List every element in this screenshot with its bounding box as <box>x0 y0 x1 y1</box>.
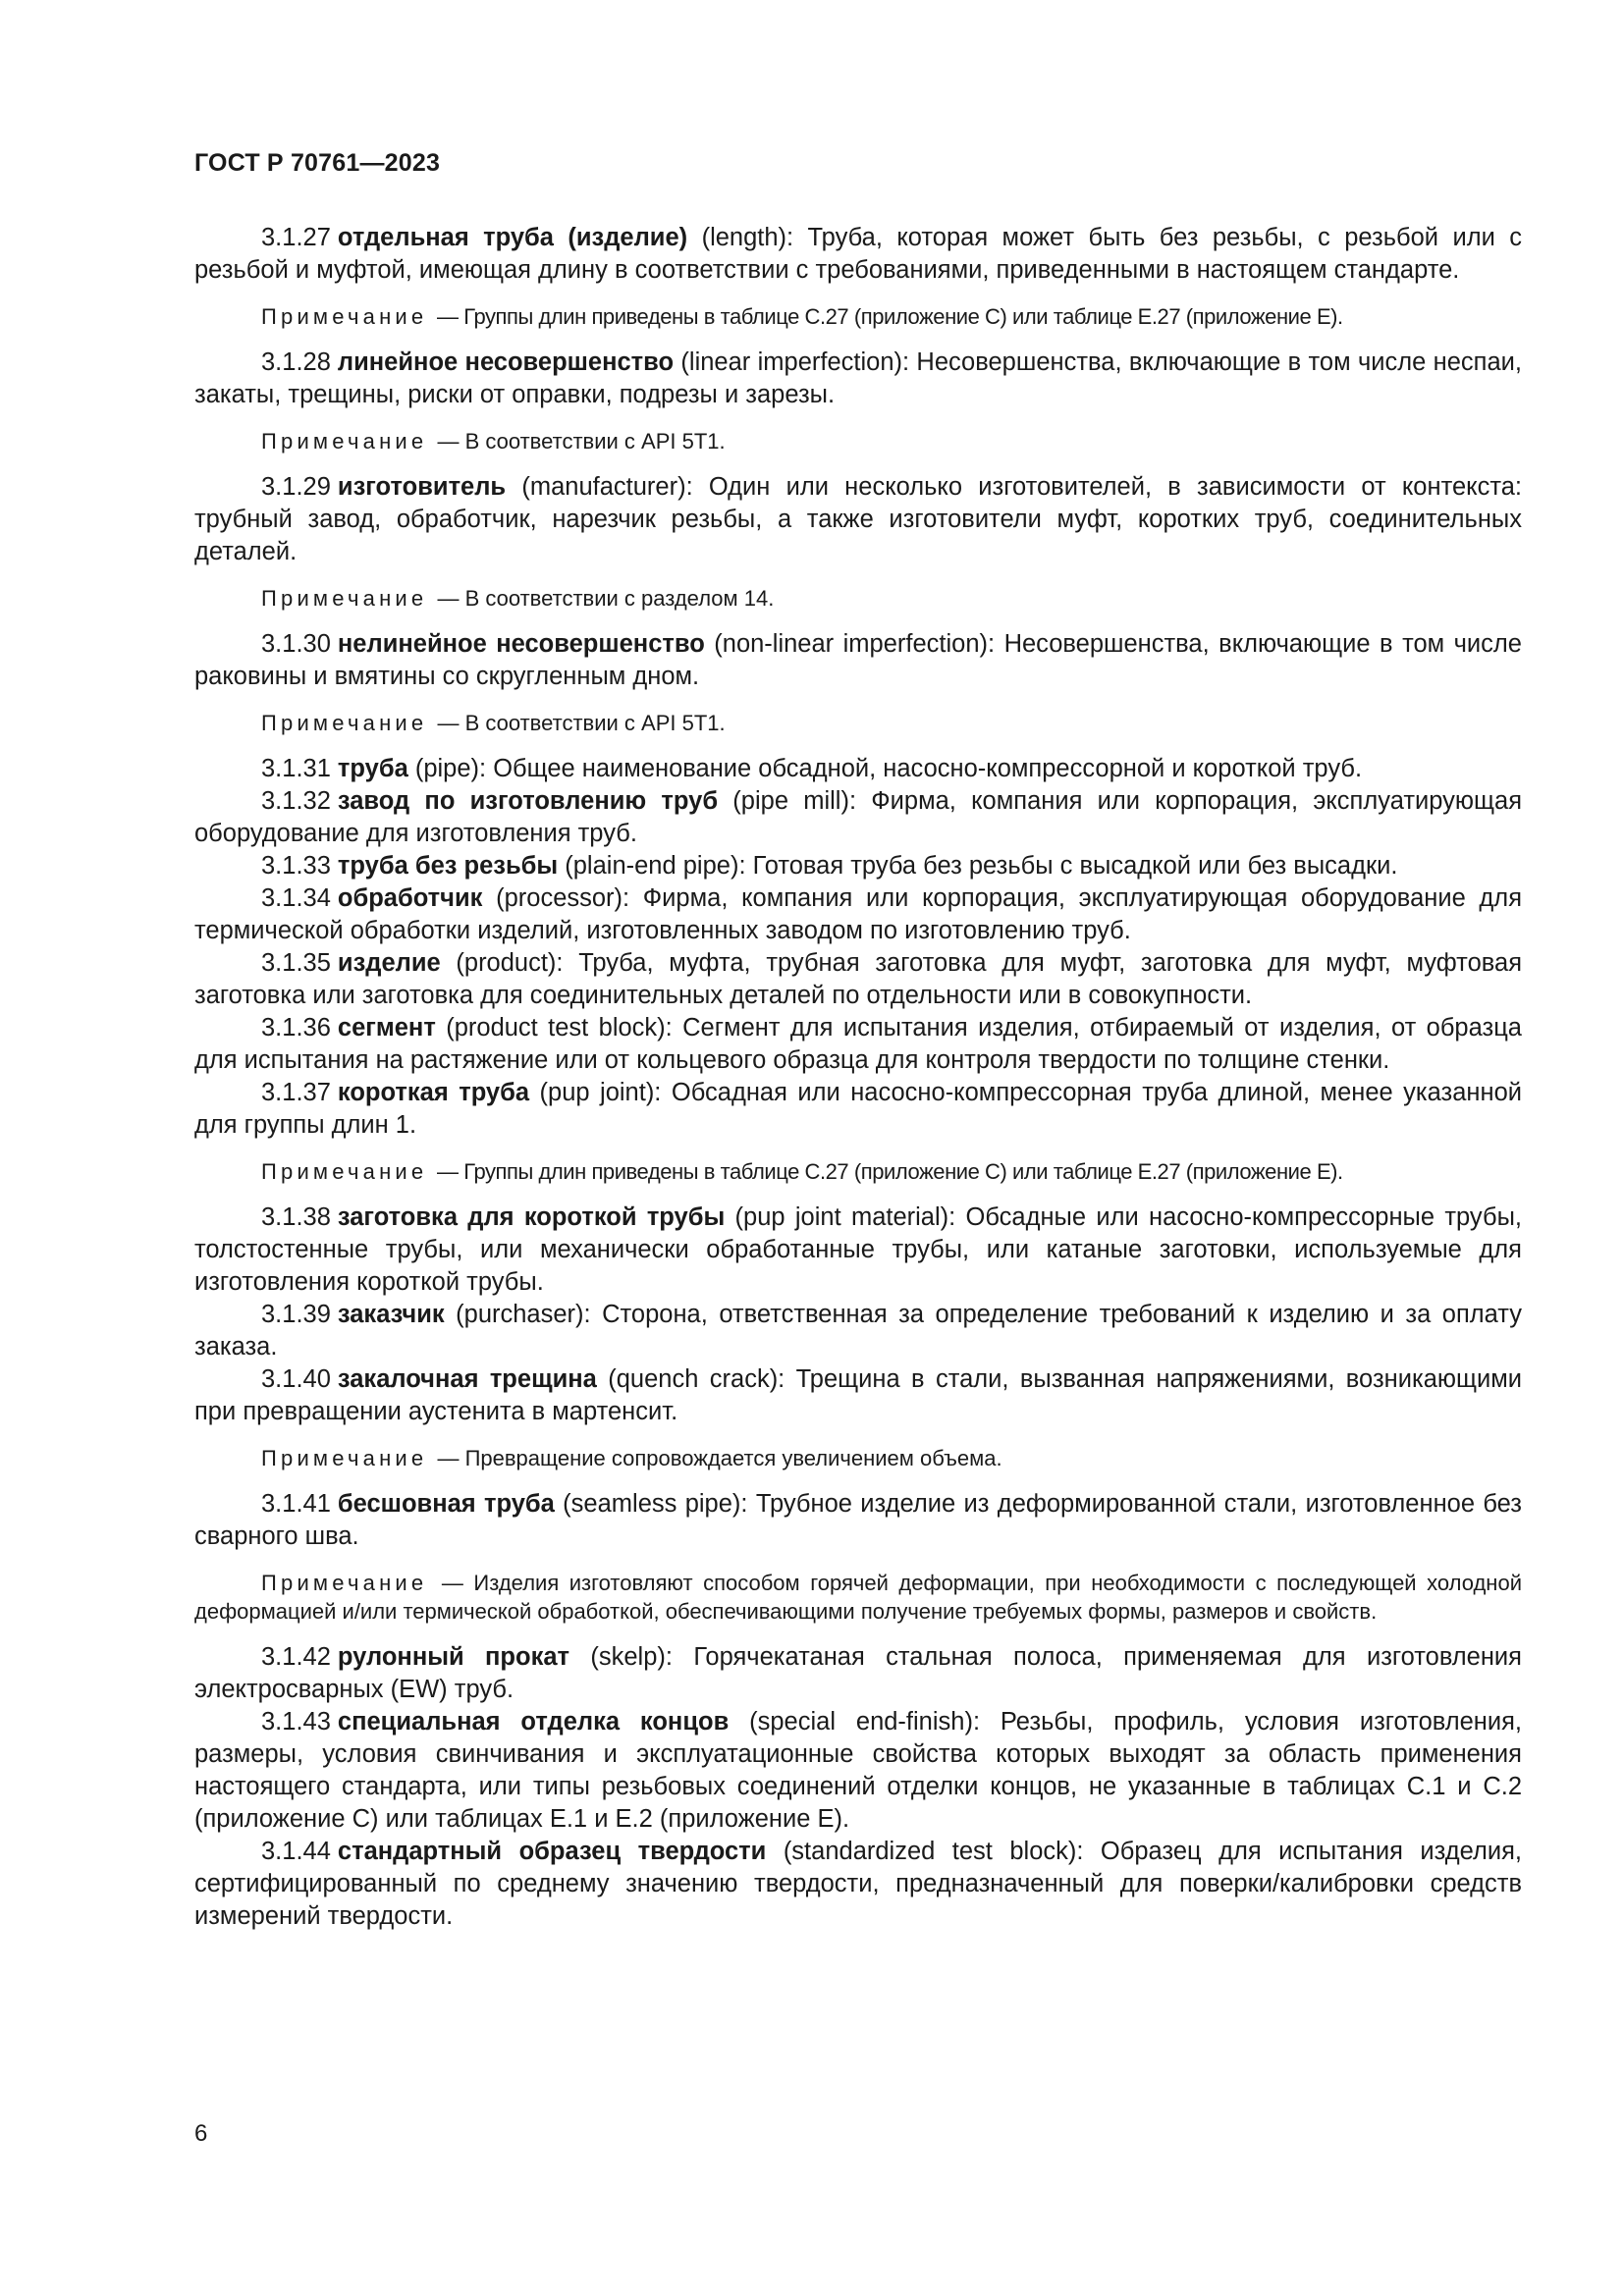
definition-entry <box>194 1836 1522 1933</box>
note <box>194 1444 1522 1472</box>
entry-number: 3.1.33 <box>261 852 331 880</box>
entry-text: (skelp): Горячекатаная стальная полоса, применяемая для изготовления электросварных (EW) труб. <box>194 1643 1522 1703</box>
definition-entry <box>194 1641 1522 1706</box>
entry-number: 3.1.35 <box>261 949 331 977</box>
entry-number: 3.1.30 <box>261 630 331 658</box>
entry-text: (plain-end pipe): Готовая труба без резьбы с высадкой или без высадки. <box>558 852 1398 880</box>
entry-term: труба <box>337 755 408 782</box>
definition-entry <box>194 628 1522 693</box>
note <box>194 584 1522 613</box>
definition-entry <box>194 1706 1522 1836</box>
entry-text: (processor): Фирма, компания или корпорация, эксплуатирующая оборудование для термической обработки изделий, изготовленных заводом по изготовлению труб. <box>194 884 1522 944</box>
definitions-list <box>194 222 1522 1933</box>
definition-entry <box>194 850 1522 882</box>
entry-number: 3.1.34 <box>261 884 331 912</box>
entry-number: 3.1.32 <box>261 787 331 815</box>
entry-number: 3.1.44 <box>261 1838 331 1865</box>
entry-number: 3.1.43 <box>261 1708 331 1735</box>
note-text: — В соответствии с API 5T1. <box>437 711 726 735</box>
entry-term: рулонный прокат <box>337 1643 570 1671</box>
entry-text: (purchaser): Сторона, ответственная за определение требований к изделию и за оплату заказа. <box>194 1301 1522 1361</box>
definition-entry <box>194 1077 1522 1142</box>
entry-text: (quench crack): Трещина в стали, вызванная напряжениями, возникающими при превращении аустенита в мартенсит. <box>194 1365 1522 1425</box>
definition-entry <box>194 882 1522 947</box>
entry-term: нелинейное несовершенство <box>337 630 705 658</box>
note-text: — В соответствии с разделом 14. <box>437 586 775 611</box>
entry-text: (product test block): Сегмент для испытания изделия, отбираемый от изделия, от образца для испытания на растяжение или от кольцевого образца для контроля твердости по толщине стенки. <box>194 1014 1522 1074</box>
entry-number: 3.1.37 <box>261 1079 331 1106</box>
entry-text: (non-linear imperfection): Несовершенства, включающие в том числе раковины и вмятины со скругленным дном. <box>194 630 1522 690</box>
note <box>194 1157 1522 1186</box>
entry-term: труба без резьбы <box>337 852 559 880</box>
note-text: — Изделия изготовляют способом горячей деформации, при необходимости с последующей холодной деформацией и/или термической обработкой, обеспечивающими получение требуемых формы, размеров и свойств. <box>194 1571 1522 1624</box>
definition-entry <box>194 222 1522 287</box>
note-label: Примечание <box>261 1446 428 1470</box>
entry-term: специальная отделка концов <box>337 1708 730 1735</box>
entry-term: изготовитель <box>337 473 507 501</box>
entry-number: 3.1.39 <box>261 1301 331 1328</box>
entry-number: 3.1.29 <box>261 473 331 501</box>
entry-term: заказчик <box>337 1301 445 1328</box>
note-label: Примечание <box>261 1571 428 1595</box>
page-number: 6 <box>194 2120 208 2147</box>
entry-term: бесшовная труба <box>337 1490 555 1518</box>
definition-entry <box>194 1363 1522 1428</box>
entry-text: (linear imperfection): Несовершенства, включающие в том числе неспаи, закаты, трещины, риски от оправки, подрезы и зарезы. <box>194 348 1522 408</box>
entry-number: 3.1.38 <box>261 1203 331 1231</box>
entry-text: (pup joint material): Обсадные или насосно-компрессорные трубы, толстостенные трубы, или механически обработанные трубы, или катаные заготовки, используемые для изготовления короткой трубы. <box>194 1203 1522 1296</box>
entry-text: (pup joint): Обсадная или насосно-компрессорная труба длиной, менее указанной для группы длин 1. <box>194 1079 1523 1139</box>
entry-term: отдельная труба (изделие) <box>337 224 688 251</box>
entry-number: 3.1.36 <box>261 1014 331 1041</box>
note <box>194 427 1522 455</box>
note <box>194 302 1522 331</box>
note-text: — В соответствии с API 5T1. <box>437 429 726 454</box>
entry-term: закалочная трещина <box>337 1365 597 1393</box>
entry-text: (special end-finish): Резьбы, профиль, условия изготовления, размеры, условия свинчивания и эксплуатационные свойства которых выходят за область применения настоящего стандарта, или типы резьбовых соединений отделки концов, не указанные в таблицах С.1 и С.2 (приложение С) или таблицах Е.1 и Е.2 (приложение Е). <box>194 1708 1522 1833</box>
definition-entry <box>194 1488 1522 1553</box>
entry-text: (product): Труба, муфта, трубная заготовка для муфт, заготовка для муфт, муфтовая заготовка или заготовка для соединительных деталей по отдельности или в совокупности. <box>194 949 1522 1009</box>
note-text: — Группы длин приведены в таблице С.27 (приложение С) или таблице Е.27 (приложение Е). <box>437 304 1343 329</box>
entry-number: 3.1.28 <box>261 348 331 376</box>
entry-term: сегмент <box>337 1014 436 1041</box>
entry-text: (seamless pipe): Трубное изделие из деформированной стали, изготовленное без сварного шва. <box>194 1490 1522 1550</box>
note-label: Примечание <box>261 304 428 329</box>
entry-number: 3.1.41 <box>261 1490 331 1518</box>
entry-text: (standardized test block): Образец для испытания изделия, сертифицированный по среднему значению твердости, предназначенный для поверки/калибровки средств измерений твердости. <box>194 1838 1523 1930</box>
entry-term: линейное несовершенство <box>337 348 675 376</box>
entry-term: стандартный образец твердости <box>337 1838 767 1865</box>
document-header: ГОСТ Р 70761—2023 <box>194 149 441 177</box>
entry-term: завод по изготовлению труб <box>337 787 719 815</box>
entry-number: 3.1.31 <box>261 755 331 782</box>
entry-text: (manufacturer): Один или несколько изготовителей, в зависимости от контекста: трубный завод, обработчик, нарезчик резьбы, а также изготовители муфт, коротких труб, соединительных деталей. <box>194 473 1522 565</box>
definition-entry <box>194 1201 1522 1299</box>
entry-text: (pipe): Общее наименование обсадной, насосно-компрессорной и короткой труб. <box>407 755 1363 782</box>
note <box>194 1569 1522 1626</box>
definition-entry <box>194 1299 1522 1363</box>
entry-term: короткая труба <box>337 1079 530 1106</box>
definition-entry <box>194 347 1522 411</box>
note-label: Примечание <box>261 711 428 735</box>
note-label: Примечание <box>261 429 428 454</box>
entry-number: 3.1.40 <box>261 1365 331 1393</box>
definition-entry <box>194 471 1522 568</box>
note <box>194 709 1522 737</box>
entry-text: (pipe mill): Фирма, компания или корпорация, эксплуатирующая оборудование для изготовления труб. <box>194 787 1522 847</box>
entry-term: обработчик <box>337 884 483 912</box>
entry-term: изделие <box>337 949 441 977</box>
entry-number: 3.1.42 <box>261 1643 331 1671</box>
note-text: — Превращение сопровождается увеличением объема. <box>437 1446 1002 1470</box>
definition-entry <box>194 1012 1522 1077</box>
note-label: Примечание <box>261 586 428 611</box>
entry-text: (length): Труба, которая может быть без резьбы, с резьбой или с резьбой и муфтой, имеющая длину в соответствии с требованиями, приведенными в настоящем стандарте. <box>194 224 1522 284</box>
entry-term: заготовка для короткой трубы <box>337 1203 726 1231</box>
definition-entry <box>194 753 1522 785</box>
definition-entry <box>194 785 1522 850</box>
definition-entry <box>194 947 1522 1012</box>
entry-number: 3.1.27 <box>261 224 331 251</box>
note-text: — Группы длин приведены в таблице С.27 (приложение С) или таблице Е.27 (приложение Е). <box>437 1159 1343 1184</box>
note-label: Примечание <box>261 1159 428 1184</box>
